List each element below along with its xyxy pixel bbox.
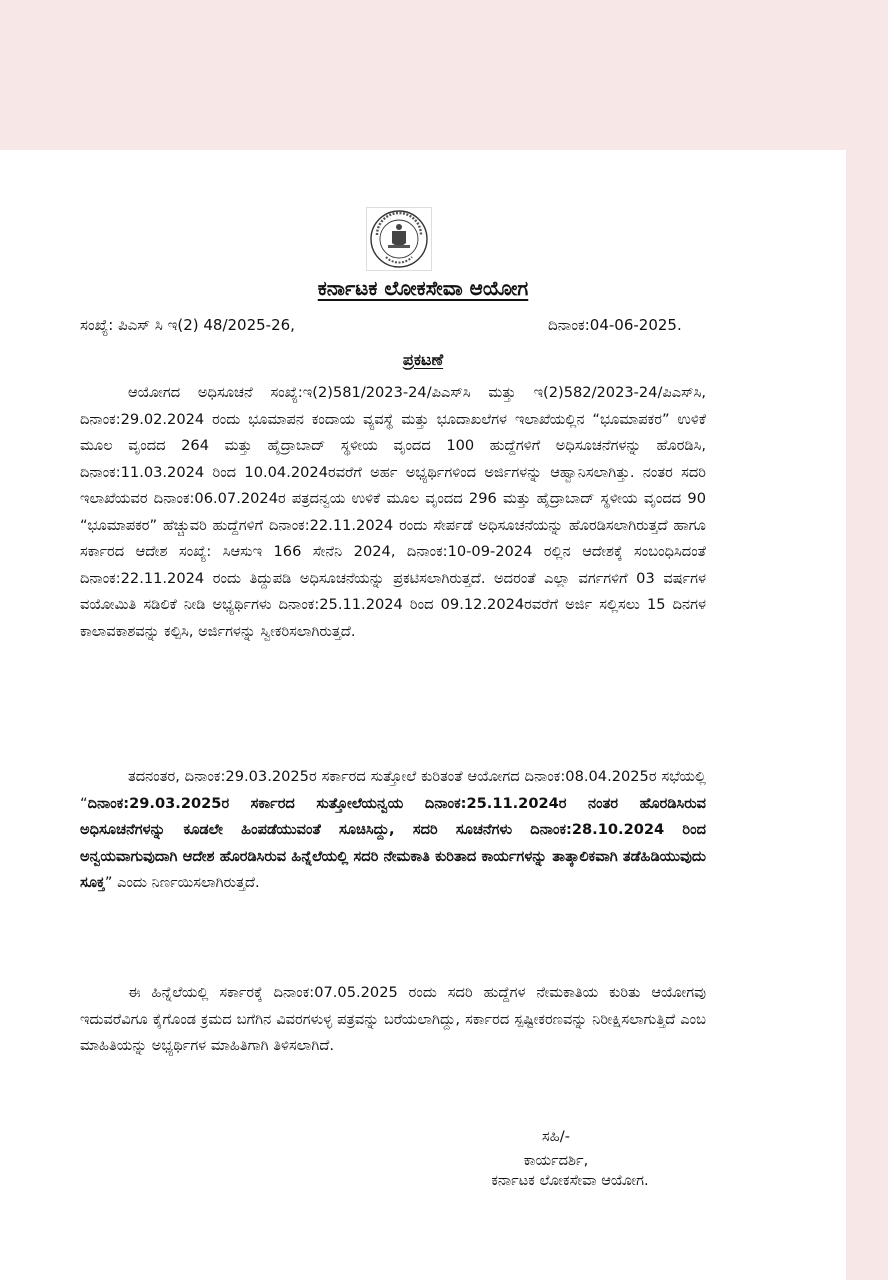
- paragraph-2-bold-resolution: ದಿನಾಂಕ:29.03.2025ರ ಸರ್ಕಾರದ ಸುತ್ತೋಲೆಯನ್ವಯ ದಿನಾಂಕ:25.11.2024ರ ನಂತರ ಹೊರಡಿಸಿರುವ ಅಧಿಸೂಚನೆಗಳನ್ನು ಕೂಡಲೇ ಹಿಂಪಡೆಯುವಂತೆ ಸೂಚಿಸಿದ್ದು, ಸದರಿ ಸೂಚನೆಗಳು ದಿನಾಂಕ:28.10.2024 ರಿಂದ ಅನ್ವಯವಾಗುವುದಾಗಿ ಆದೇಶ ಹೊರಡಿಸಿರುವ ಹಿನ್ನೆಲೆಯಲ್ಲಿ ಸದರಿ ನೇಮಕಾತಿ ಕುರಿತಾದ ಕಾರ್ಯಗಳನ್ನು ತಾತ್ಕಾಲಿಕವಾಗಿ ತಡೆಹಿಡಿಯುವುದು ಸೂಕ್ತ: [80, 794, 706, 891]
- reference-number: ಸಂಖ್ಯೆ: ಪಿಎಸ್ ಸಿ ಇ(2) 48/2025-26,: [80, 316, 295, 334]
- signature-signed: ಸಹಿ/-: [542, 1128, 570, 1145]
- paragraph-1-text: ಆಯೋಗದ ಅಧಿಸೂಚನೆ ಸಂಖ್ಯೆ:ಇ(2)581/2023-24/ಪಿಎಸ್‌ಸಿ ಮತ್ತು ಇ(2)582/2023-24/ಪಿಎಸ್‌ಸಿ, ದಿನಾಂಕ:29.02.2024 ರಂದು ಭೂಮಾಪನ ಕಂದಾಯ ವ್ಯವಸ್ಥೆ ಮತ್ತು ಭೂದಾಖಲೆಗಳ ಇಲಾಖೆಯಲ್ಲಿನ “ಭೂಮಾಪಕರ” ಉಳಿಕೆ ಮೂಲ ವೃಂದದ 264 ಮತ್ತು ಹೈದ್ರಾಬಾದ್ ಸ್ಥಳೀಯ ವೃಂದದ 100 ಹುದ್ದೆಗಳಿಗೆ ಅಧಿಸೂಚನೆಗಳನ್ನು ಹೊರಡಿಸಿ, ದಿನಾಂಕ:11.03.2024 ರಿಂದ 10.04.2024ರವರೆಗೆ ಅರ್ಹ ಅಭ್ಯರ್ಥಿಗಳಿಂದ ಅರ್ಜಿಗಳನ್ನು ಆಹ್ವಾನಿಸಲಾಗಿತ್ತು. ನಂತರ ಸದರಿ ಇಲಾಖೆಯವರ ದಿನಾಂಕ:06.07.2024ರ ಪತ್ರದನ್ವಯ ಉಳಿಕೆ ಮೂಲ ವೃಂದದ 296 ಮತ್ತು ಹೈದ್ರಾಬಾದ್ ಸ್ಥಳೀಯ ವೃಂದದ 90 “ಭೂಮಾಪಕರ” ಹೆಚ್ಚುವರಿ ಹುದ್ದೆಗಳಿಗೆ ದಿನಾಂಕ:22.11.2024 ರಂದು ಸೇರ್ಪಡೆ ಅಧಿಸೂಚನೆಯನ್ನು ಹೊರಡಿಸಲಾಗಿರುತ್ತದೆ ಹಾಗೂ ಸರ್ಕಾರದ ಆದೇಶ ಸಂಖ್ಯೆ: ಸಿಆಸುಇ 166 ಸೇನೆನಿ 2024, ದಿನಾಂಕ:10-09-2024 ರಲ್ಲಿನ ಆದೇಶಕ್ಕೆ ಸಂಬಂಧಿಸಿದಂತೆ ದಿನಾಂಕ:22.11.2024 ರಂದು ತಿದ್ದುಪಡಿ ಅಧಿಸೂಚನೆಯನ್ನು ಪ್ರಕಟಿಸಲಾಗಿರುತ್ತದೆ. ಅದರಂತೆ ಎಲ್ಲಾ ವರ್ಗಗಳಿಗೆ 03 ವರ್ಷಗಳ ವಯೋಮಿತಿ ಸಡಿಲಿಕೆ ನೀಡಿ ಅಭ್ಯರ್ಥಿಗಳು ದಿನಾಂಕ:25.11.2024 ರಿಂದ 09.12.2024ರವರೆಗೆ ಅರ್ಜಿ ಸಲ್ಲಿಸಲು 15 ದಿನಗಳ ಕಾಲಾವಕಾಶವನ್ನು ಕಲ್ಪಿಸಿ, ಅರ್ಜಿಗಳನ್ನು ಸ್ವೀಕರಿಸಲಾಗಿರುತ್ತದೆ.: [80, 384, 706, 640]
- notice-heading: ಪ್ರಕಟಣೆ: [402, 350, 444, 369]
- document-date: ದಿನಾಂಕ:04-06-2025.: [548, 316, 682, 334]
- document-title: ಕರ್ನಾಟಕ ಲೋಕಸೇವಾ ಆಯೋಗ: [317, 276, 529, 300]
- paragraph-2-end: ” ಎಂದು ನಿರ್ಣಯಿಸಲಾಗಿರುತ್ತದೆ.: [104, 874, 260, 891]
- paragraph-2-start: ತದನಂತರ, ದಿನಾಂಕ:29.03.2025ರ ಸರ್ಕಾರದ ಸುತ್ತೋಲೆ ಕುರಿತಂತೆ ಆಯೋಗದ ದಿನಾಂಕ:08.04.2025ರ ಸಭೆಯಲ್ಲಿ “: [80, 768, 706, 812]
- signature-organization: ಕರ್ನಾಟಕ ಲೋಕಸೇವಾ ಆಯೋಗ.: [491, 1172, 649, 1189]
- paragraph-3-text: ಈ ಹಿನ್ನೆಲೆಯಲ್ಲಿ ಸರ್ಕಾರಕ್ಕೆ ದಿನಾಂಕ:07.05.2025 ರಂದು ಸದರಿ ಹುದ್ದೆಗಳ ನೇಮಕಾತಿಯ ಕುರಿತು ಆಯೋಗವು ಇದುವರೆವಿಗೂ ಕೈಗೊಂಡ ಕ್ರಮದ ಬಗೆಗಿನ ವಿವರಗಳುಳ್ಳ ಪತ್ರವನ್ನು ಬರೆಯಲಾಗಿದ್ದು, ಸರ್ಕಾರದ ಸ್ಪಷ್ಟೀಕರಣವನ್ನು ನಿರೀಕ್ಷಿಸಲಾಗುತ್ತಿದೆ ಎಂಬ ಮಾಹಿತಿಯನ್ನು ಅಭ್ಯರ್ಥಿಗಳ ಮಾಹಿತಿಗಾಗಿ ತಿಳಿಸಲಾಗಿದೆ.: [80, 984, 706, 1054]
- signature-designation: ಕಾರ್ಯದರ್ಶಿ,: [523, 1152, 589, 1169]
- paragraph-2: [80, 764, 706, 897]
- kpsc-emblem-logo: [366, 207, 432, 271]
- paragraph-3: [80, 980, 706, 1060]
- paragraph-1: [80, 380, 706, 645]
